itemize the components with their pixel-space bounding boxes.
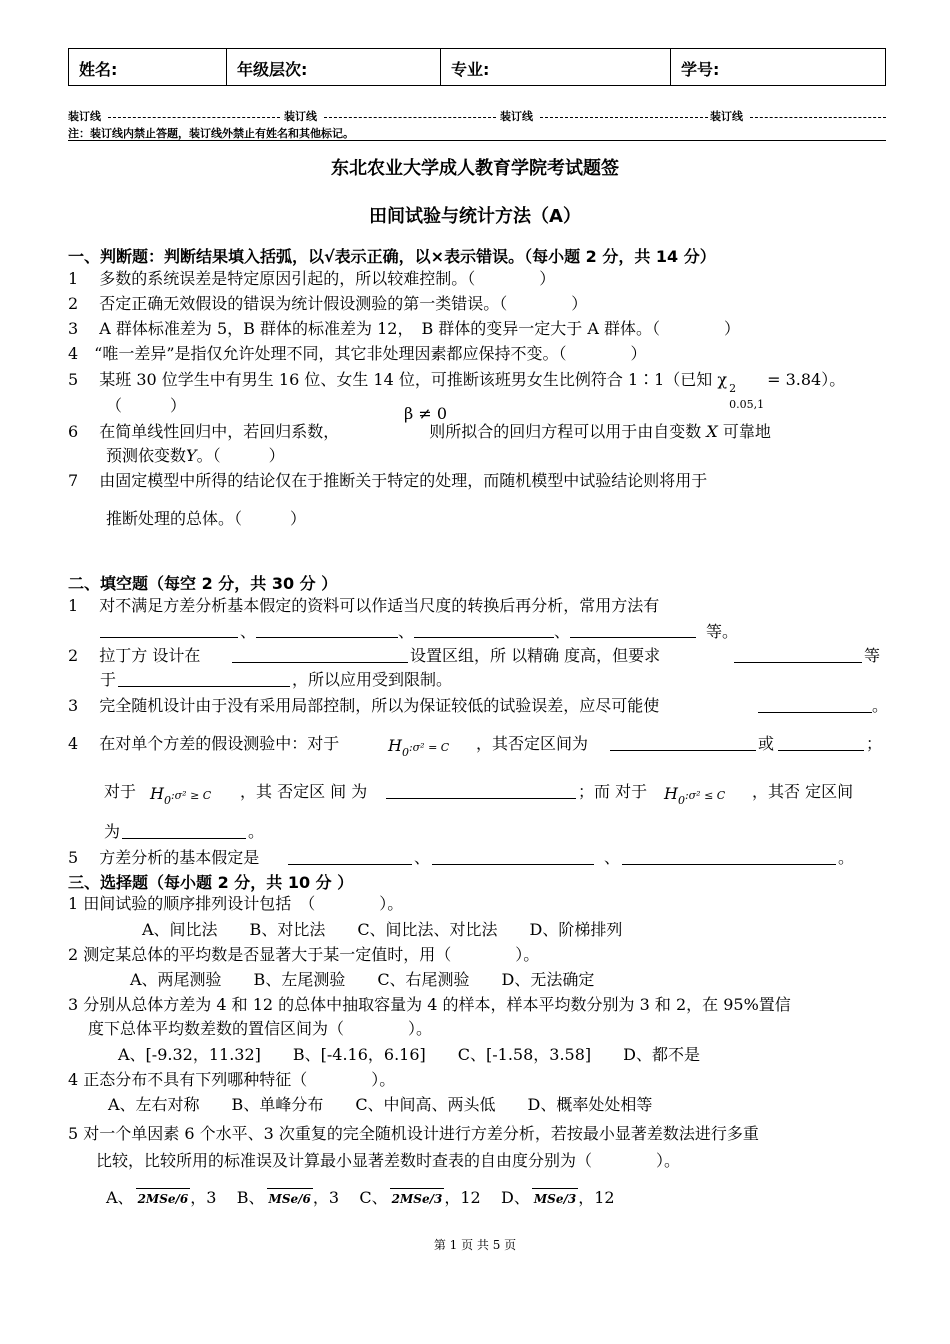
var-x: X (706, 422, 718, 441)
h0-expression-1: $H_0:\sigma^2 = C$ (388, 736, 450, 759)
chi-sup: 2 (729, 382, 737, 395)
s3-q1-options: A、间比法 B、对比法 C、间比法、对比法 D、阶梯排列 (142, 920, 623, 939)
binding-label-1: 装订线 (68, 110, 101, 123)
option-d-sqrt: MSe/3 (532, 1188, 578, 1209)
exam-title: 东北农业大学成人教育学院考试题签 (331, 158, 619, 179)
s2-q5-sep-2: 、 (604, 848, 621, 867)
option-d-value: ，12 (578, 1188, 615, 1207)
s2-q5-end: 。 (838, 848, 855, 867)
s3-q5-options (106, 1188, 615, 1209)
s1-question-1: 1 多数的系统误差是特定原因引起的，所以较难控制。（ ） (68, 269, 556, 288)
s1-q6-line2 (106, 446, 285, 466)
name-field[interactable] (69, 49, 227, 85)
s2-q1-blank-4[interactable] (570, 637, 696, 638)
s2-q2-text-3: 等 (864, 646, 881, 665)
s2-q2-text-5: ，所以应用受到限制。 (292, 670, 453, 689)
var-y: Y (186, 446, 197, 465)
option-a-sqrt: 2MSe/6 (136, 1188, 191, 1209)
s1-q5-answer: （ ） (106, 396, 187, 415)
h0-expression-3: $H_0:\sigma^2 \le C$ (664, 784, 726, 807)
s2-q4-text-6: ，其否 定区间 (752, 782, 854, 801)
s2-q4-text-7: 为 (104, 822, 121, 841)
s2-q5-blank-1[interactable] (288, 864, 412, 865)
option-c-sqrt: 2MSe/3 (390, 1188, 445, 1209)
option-c-label: C、 (359, 1188, 388, 1207)
s3-q3-options: A、[-9.32，11.32] B、[-4.16，6.16] C、[-1.58，3.58] D、都不是 (118, 1045, 700, 1064)
s1-question-6 (68, 422, 771, 442)
binding-note: 注：装订线内禁止答题，装订线外禁止有姓名和其他标记。 (68, 127, 354, 140)
id-field[interactable] (671, 49, 885, 85)
s3-q5-line2: 比较，比较所用的标准误及计算最小显著差数时查表的自由度分别为（ ）。 (96, 1151, 681, 1170)
binding-label-4: 装订线 (710, 110, 743, 123)
name-label: 姓名: (79, 60, 118, 79)
s2-q1-sep-1: 、 (240, 622, 257, 641)
s3-question-1: 1 田间试验的顺序排列设计包括 （ ）。 (68, 894, 404, 913)
s2-q2-blank-1[interactable] (232, 662, 408, 663)
s2-question-1: 1 对不满足方差分析基本假定的资料可以作适当尺度的转换后再分析，常用方法有 (68, 596, 660, 615)
option-c-value: ，12 (444, 1188, 481, 1207)
s3-q2-options: A、两尾测验 B、左尾测验 C、右尾测验 D、无法确定 (130, 970, 595, 989)
s2-q1-sep-2: 、 (398, 622, 415, 641)
s3-q3-line2: 度下总体平均数差数的置信区间为（ ）。 (88, 1019, 433, 1038)
option-b-value: ，3 (312, 1188, 340, 1207)
s2-question-5: 5 方差分析的基本假定是 (68, 848, 260, 867)
s2-q3-end: 。 (872, 696, 889, 715)
s2-q4-blank-4[interactable] (122, 838, 246, 839)
s3-question-4: 4 正态分布不具有下列哪种特征（ ）。 (68, 1070, 396, 1089)
option-b-sqrt: MSe/6 (267, 1188, 313, 1209)
s2-q5-blank-2[interactable] (432, 864, 594, 865)
s3-question-2: 2 测定某总体的平均数是否显著大于某一定值时，用（ ）。 (68, 945, 540, 964)
beta-expression: β ≠ 0 (404, 404, 448, 423)
h0-expression-2: $H_0:\sigma^2 \ge C$ (150, 784, 212, 807)
binding-line (68, 108, 886, 142)
s2-q1-end: 等。 (706, 622, 739, 641)
s2-q4-blank-3[interactable] (386, 798, 576, 799)
grade-field[interactable] (227, 49, 441, 85)
s3-question-5: 5 对一个单因素 6 个水平、3 次重复的完全随机设计进行方差分析，若按最小显著差数法进行多重 (68, 1124, 759, 1143)
id-label: 学号: (681, 60, 720, 79)
s2-q5-sep-1: 、 (414, 848, 431, 867)
s1-question-2: 2 否定正确无效假设的错误为统计假设测验的第一类错误。（ ） (68, 294, 588, 313)
s1-question-4: 4 “唯一差异”是指仅允许处理不同，其它非处理因素都应保持不变。（ ） (68, 344, 647, 363)
section-2-heading: 二、填空题（每空 2 分，共 30 分 ） (68, 574, 338, 593)
s2-q4-blank-2[interactable] (778, 750, 864, 751)
s3-q4-options: A、左右对称 B、单峰分布 C、中间高、两头低 D、概率处处相等 (108, 1095, 653, 1114)
section-1-heading: 一、判断题：判断结果填入括弧，以√表示正确，以×表示错误。（每小题 2 分，共 14 分） (68, 247, 716, 266)
s2-q5-blank-3[interactable] (622, 864, 836, 865)
s2-q1-sep-3: 、 (554, 622, 571, 641)
s1-q7-line2: 推断处理的总体。（ ） (106, 509, 307, 528)
s2-question-4: 4 在对单个方差的假设测验中：对于 (68, 734, 340, 753)
s1-question-3: 3 A 群体标准差为 5，B 群体的标准差为 12， B 群体的变异一定大于 A 群体。（ ） (68, 319, 741, 338)
binding-label-3: 装订线 (500, 110, 533, 123)
s2-q4-text-3: 对于 (104, 782, 137, 801)
s2-q4-text-5: ；而 对于 (578, 782, 648, 801)
s1-question-7: 7 由固定模型中所得的结论仅在于推断关于特定的处理，而随机模型中试验结论则将用于 (68, 471, 708, 490)
s2-q1-blank-1[interactable] (100, 637, 238, 638)
page-footer: 第 1 页 共 5 页 (433, 1238, 517, 1252)
option-b-label: B、 (236, 1188, 265, 1207)
s1-q6-text-4: 预测依变数 (106, 446, 187, 465)
s2-q4-end: 。 (248, 822, 265, 841)
s1-q5-text: 5 某班 30 位学生中有男生 16 位、女生 14 位，可推断该班男女生比例符合 1∶1（已知 χ (68, 370, 728, 389)
grade-label: 年级层次: (237, 60, 308, 79)
s2-q1-blank-3[interactable] (414, 637, 554, 638)
chi-value: = 3.84）。 (767, 370, 846, 389)
section-3-heading: 三、选择题（每小题 2 分，共 10 分 ） (68, 873, 354, 892)
s2-q4-text-2: ，其否定区间为 (476, 734, 589, 753)
s2-q4-semi: ； (866, 734, 883, 753)
s2-q4-blank-1[interactable] (610, 750, 756, 751)
s2-q4-text-4: ，其 否定区 间 为 (240, 782, 368, 801)
exam-subtitle: 田间试验与统计方法（A） (369, 206, 581, 227)
major-field[interactable] (441, 49, 671, 85)
s2-q2-blank-2[interactable] (734, 662, 862, 663)
option-a-label: A、 (106, 1188, 134, 1207)
option-a-value: ，3 (190, 1188, 217, 1207)
major-label: 专业: (451, 60, 490, 79)
s1-q6-text-2: 则所拟合的回归方程可以用于由自变数 (429, 422, 702, 441)
s2-q2-text-2: 设置区组，所 以精确 度高，但要求 (410, 646, 661, 665)
s1-q6-text-3: 可靠地 (722, 422, 771, 441)
s2-question-3: 3 完全随机设计由于没有采用局部控制，所以为保证较低的试验误差，应尽可能使 (68, 696, 660, 715)
chi-sub: 0.05,1 (729, 398, 765, 411)
s2-q1-blank-2[interactable] (256, 637, 398, 638)
binding-label-2: 装订线 (284, 110, 317, 123)
s2-question-2: 2 拉丁方 设计在 (68, 646, 201, 665)
s3-question-3: 3 分别从总体方差为 4 和 12 的总体中抽取容量为 4 的样本，样本平均数分别为 3 和 2，在 95%置信 (68, 995, 791, 1014)
option-d-label: D、 (501, 1188, 530, 1207)
s2-q2-blank-3[interactable] (118, 686, 290, 687)
student-info-table (68, 48, 886, 86)
s2-q3-blank[interactable] (758, 712, 872, 713)
s1-q6-answer: 。（ ） (196, 446, 285, 465)
s1-question-5 (68, 370, 846, 411)
s2-q2-text-4: 于 (100, 670, 117, 689)
s2-q4-or: 或 (758, 734, 775, 753)
s1-q6-text: 6 在简单线性回归中，若回归系数， (68, 422, 340, 441)
